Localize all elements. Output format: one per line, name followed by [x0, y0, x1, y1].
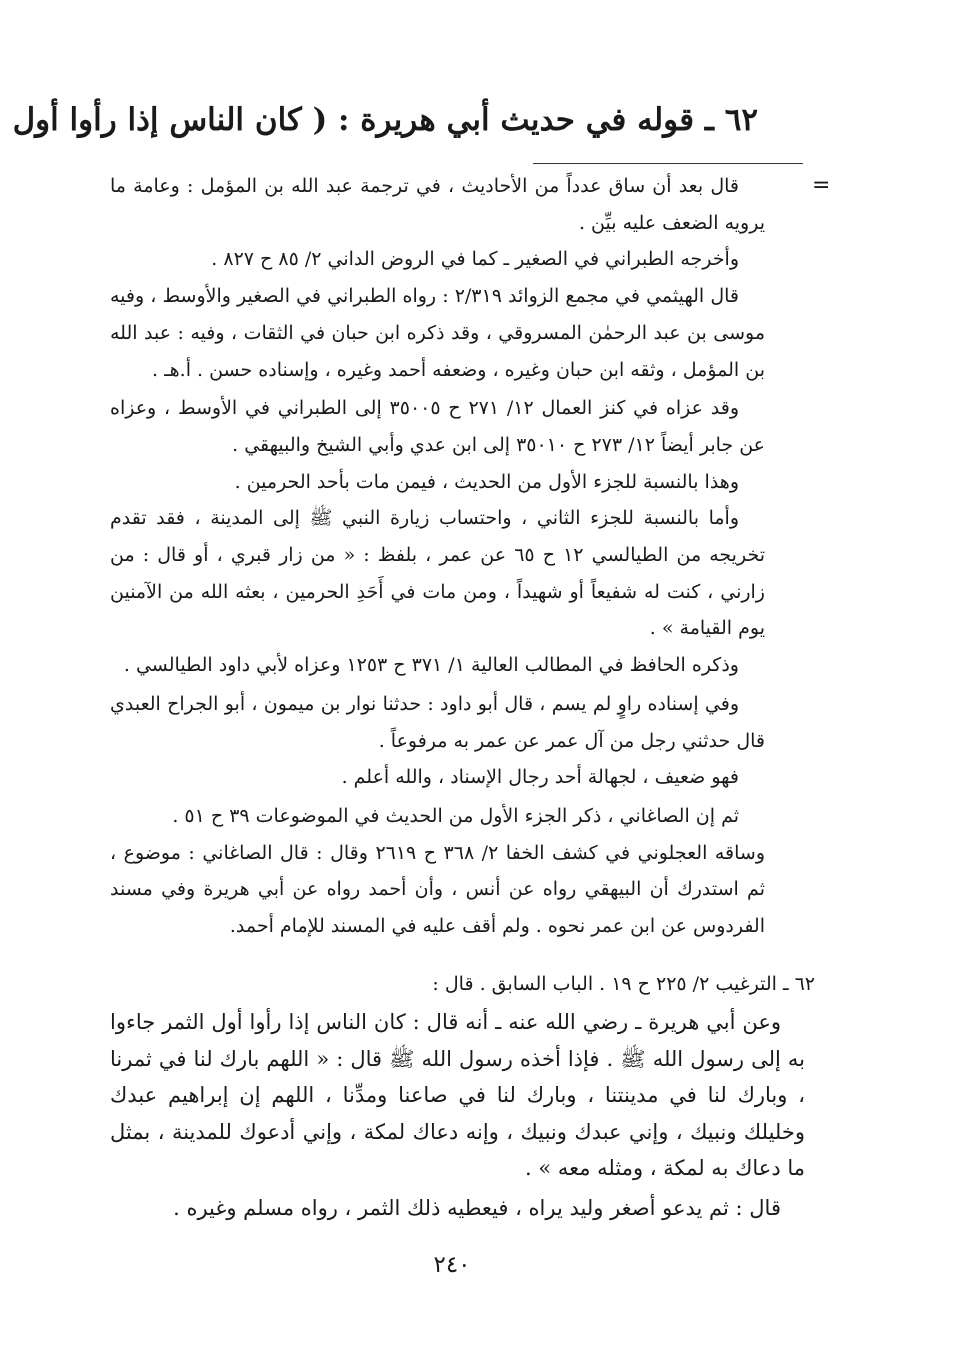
- footnote-entry: ٦٢ ـ الترغيب ٢/ ٢٢٥ ح ١٩ . الباب السابق . قال :: [432, 973, 815, 995]
- continuation-mark: =: [812, 173, 831, 198]
- footnote-separator: [533, 163, 803, 164]
- footnote-paragraph: وأخرجه الطبراني في الصغير ـ كما في الروض الداني ٢/ ٨٥ ح ٨٢٧ .: [211, 248, 739, 271]
- footnote-paragraph: ثم إن الصاغاني ، ذكر الجزء الأول من الحديث في الموضوعات ٣٩ ح ٥١ .: [172, 804, 739, 827]
- footnote-paragraph: فهو ضعيف ، لجهالة أحد رجال الإسناد ، والله أعلم .: [341, 766, 739, 789]
- footnote-paragraph: وذكره الحافظ في المطالب العالية ١/ ٣٧١ ح ١٢٥٣ وعزاه لأبي داود الطيالسي .: [123, 654, 739, 677]
- page-number: ٢٤٠: [433, 1252, 471, 1278]
- footnote-paragraph: وساقه العجلوني في كشف الخفا ٢/ ٣٦٨ ح ٢٦١٩ وقال : قال الصاغاني : موضوع ، ثم استدرك أن البيهقي رواه عن أنس ، وأن أحمد رواه عن أبي هريرة وفي مسند الفردوس عن ابن عمر نحوه . ولم أقف عليه في المسند للإمام أحمد.: [110, 841, 765, 938]
- footnote-paragraph: قال الهيثمي في مجمع الزوائد ٢/٣١٩ : رواه الطبراني في الصغير والأوسط ، وفيه موسى بن عبد الرحمٰن المسروقي ، وقد ذكره ابن حبان في الثقات ، وفيه : عبد الله بن المؤمل ، وثقه ابن حبان وغيره ، وضعفه أحمد وغيره ، وإسناده حسن . أ.هـ .: [110, 285, 765, 381]
- main-text: [110, 1004, 805, 1226]
- hadith-paragraph: قال : ثم يدعو أصغر وليد يراه ، فيعطيه ذلك الثمر ، رواه مسلم وغيره .: [173, 1195, 781, 1220]
- footnote-paragraph: وهذا بالنسبة للجزء الأول من الحديث ، فيمن مات بأحد الحرمين .: [234, 470, 739, 493]
- footnote-paragraph: قال بعد أن ساق عدداً من الأحاديث ، في ترجمة عبد الله بن المؤمل : وعامة ما يرويه الضعف عليه بيِّن .: [110, 175, 765, 234]
- section-heading: ٦٢ ـ قوله في حديث أبي هريرة : ( كان الناس إذا رأوا أول: [12, 102, 758, 138]
- footnote-paragraph: وقد عزاه في كنز العمال ١٢/ ٢٧١ ح ٣٥٠٠٥ إلى الطبراني في الأوسط ، وعزاه عن جابر أيضاً ١٢/ ٢٧٣ ح ٣٥٠١٠ إلى ابن عدي وأبي الشيخ والبيهقي .: [110, 397, 765, 456]
- footnote-block: [110, 168, 765, 945]
- footnote-paragraph: وفي إسناده راوٍ لم يسم ، قال أبو داود : حدثنا نوار بن ميمون ، أبو الجراح العبدي قال حدثني رجل من آل عمر عن عمر به مرفوعاً .: [110, 692, 765, 752]
- hadith-paragraph: وعن أبي هريرة ـ رضي الله عنه ـ أنه قال : كان الناس إذا رأوا أول الثمر جاءوا به إلى رسول الله ﷺ . فإذا أخذه رسول الله ﷺ قال : « اللهم بارك لنا في ثمرنا ، وبارك لنا في مدينتنا ، وبارك لنا في صاعنا ومدِّنا ، اللهم إن إبراهيم عبدك وخليلك ونبيك ، وإني عبدك ونبيك ، وإنه دعاك لمكة ، وإني أدعوك للمدينة ، بمثل ما دعاك به لمكة ، ومثله معه » .: [110, 1010, 805, 1180]
- footnote-paragraph: وأما بالنسبة للجزء الثاني ، واحتساب زيارة النبي ﷺ إلى المدينة ، فقد تقدم تخريجه من الطيالسي ١٢ ح ٦٥ عن عمر ، بلفظ : « من زار قبري ، أو قال : من زارني ، كنت له شفيعاً أو شهيداً ، ومن مات في أَحَدِ الحرمين ، بعثه الله من الآمنين يوم القيامة » .: [110, 507, 765, 640]
